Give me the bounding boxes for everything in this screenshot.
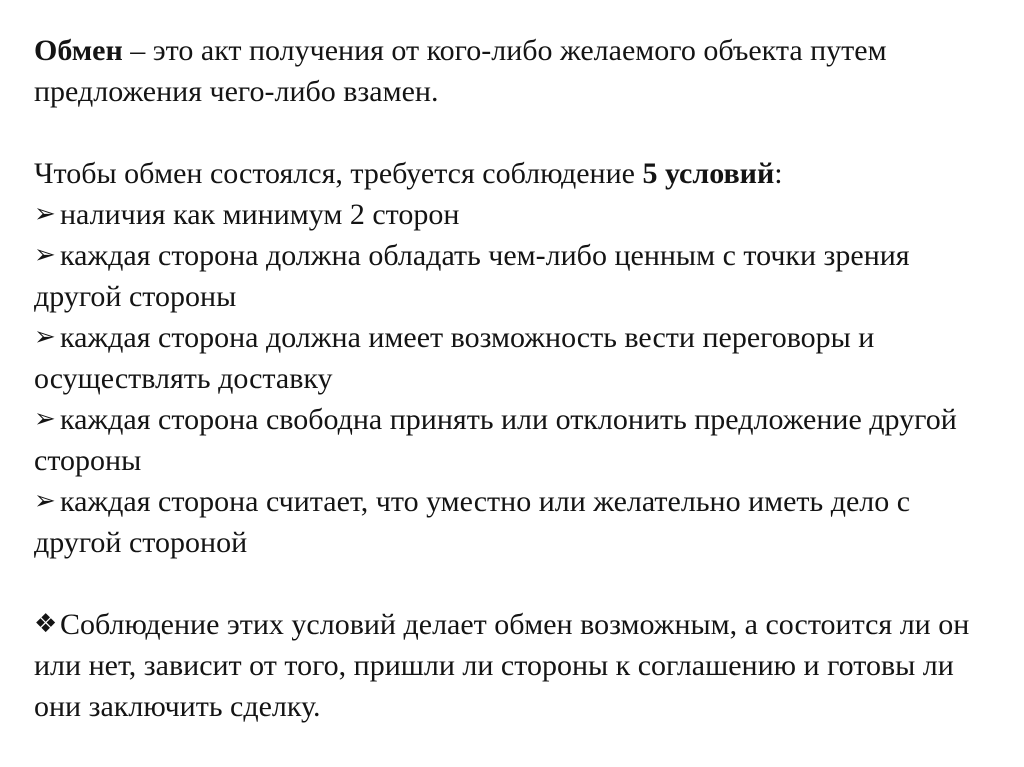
arrow-bullet-icon: ➢ [34,486,56,516]
list-item [34,399,1004,481]
list-item-text: каждая сторона свободна принять или отклонить предложение другой стороны [34,403,957,477]
conditions-count: 5 условий [642,157,775,190]
conditions-intro-text: Чтобы обмен состоялся, требуется соблюдение [34,157,643,190]
conclusion-paragraph [34,604,1004,727]
list-item-text: каждая сторона считает, что уместно или желательно иметь дело с другой стороной [34,485,911,559]
list-item [34,481,1004,563]
definition-text: – это акт получения от кого-либо желаемого объекта путем предложения чего-либо взамен. [34,34,887,108]
list-item-text: наличия как минимум 2 сторон [60,198,460,231]
spacer [34,112,1004,153]
definition-paragraph [34,30,1004,112]
conclusion-text: Соблюдение этих условий делает обмен возможным, а состоится ли он или нет, зависит от того, пришли ли стороны к соглашению и готовы ли они заключить сделку. [34,608,970,723]
arrow-bullet-icon: ➢ [34,322,56,352]
arrow-bullet-icon: ➢ [34,240,56,270]
list-item [34,317,1004,399]
slide-content [34,30,1004,727]
conditions-list [34,194,1004,563]
list-item [34,235,1004,317]
list-item-text: каждая сторона должна обладать чем-либо ценным с точки зрения другой стороны [34,239,910,313]
conditions-intro [34,153,1004,194]
arrow-bullet-icon: ➢ [34,199,56,229]
arrow-bullet-icon: ➢ [34,404,56,434]
definition-term: Обмен [34,34,123,67]
conditions-intro-colon: : [774,157,783,190]
spacer [34,563,1004,604]
list-item [34,194,1004,235]
list-item-text: каждая сторона должна имеет возможность вести переговоры и осуществлять доставку [34,321,875,395]
diamond-bullet-icon: ❖ [34,609,58,639]
